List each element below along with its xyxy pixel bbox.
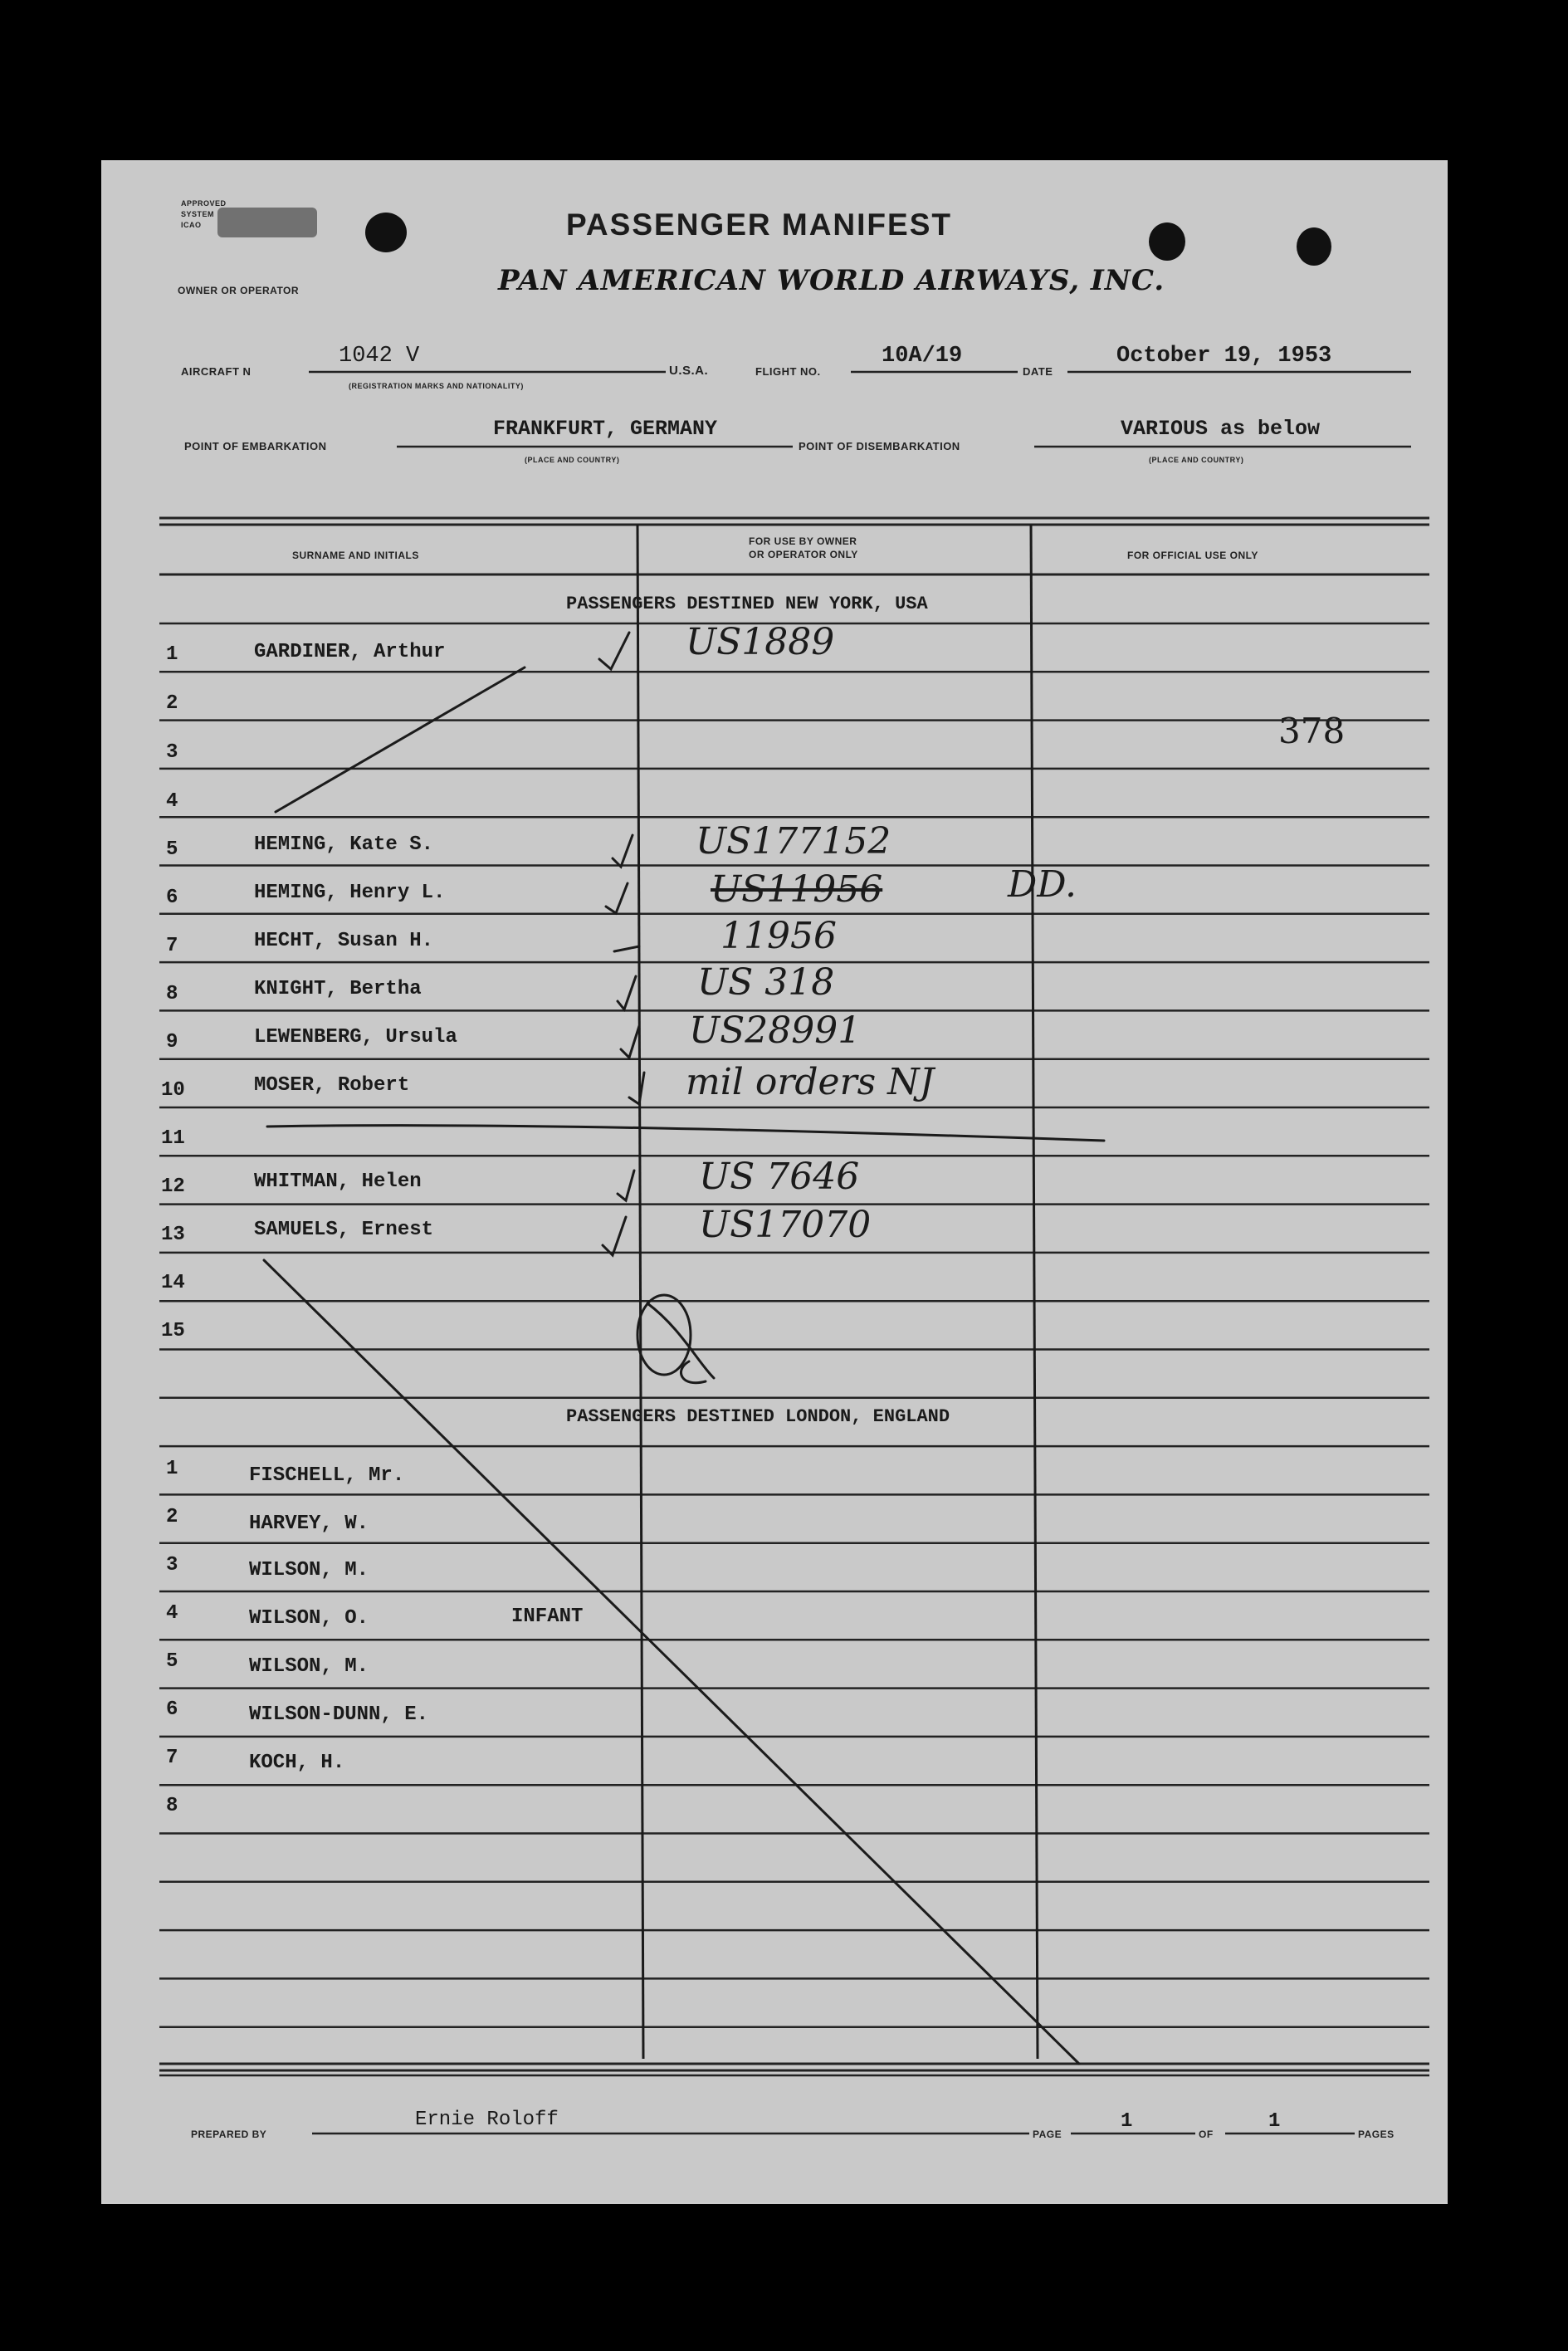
aircraft-value: 1042 V — [339, 344, 420, 369]
disembark-label: POINT OF DISEMBARKATION — [799, 440, 960, 452]
of-value: 1 — [1268, 2110, 1281, 2133]
passenger-name: GARDINER, Arthur — [254, 641, 446, 663]
handwritten-note: mil orders NJ — [686, 1061, 935, 1103]
of-label: OF — [1199, 2129, 1214, 2140]
handwritten-id: US17070 — [699, 1204, 872, 1246]
handwritten-initials — [637, 1295, 691, 1375]
prepared-value: Ernie Roloff — [415, 2109, 559, 2131]
row-number: 7 — [166, 1747, 178, 1769]
passenger-name: KOCH, H. — [249, 1752, 345, 1774]
disembark-value: VARIOUS as below — [1121, 417, 1321, 441]
passenger-name: HEMING, Kate S. — [254, 833, 434, 856]
passenger-name: HEMING, Henry L. — [254, 882, 446, 904]
embark-label: POINT OF EMBARKATION — [184, 440, 327, 452]
handwritten-id: US28991 — [689, 1009, 862, 1052]
row-number: 4 — [166, 1602, 178, 1625]
checkmark — [618, 976, 636, 1009]
checkmark — [621, 1026, 639, 1058]
checkmark — [603, 1217, 626, 1255]
page-value: 1 — [1121, 2110, 1133, 2133]
row-number: 2 — [166, 692, 178, 715]
passenger-name: WILSON, O. — [249, 1607, 369, 1630]
row-number: 5 — [166, 838, 178, 861]
date-label: DATE — [1023, 365, 1053, 378]
row-number: 1 — [166, 1458, 178, 1480]
handwritten-id: US 318 — [697, 961, 835, 1004]
handwritten-id: US 7646 — [699, 1156, 860, 1198]
handwritten-id: US177152 — [696, 820, 891, 863]
disembark-place-note: (PLACE AND COUNTRY) — [1149, 456, 1244, 464]
row-number: 5 — [166, 1650, 178, 1673]
flight-label: FLIGHT NO. — [755, 365, 821, 378]
passenger-name: WHITMAN, Helen — [254, 1171, 422, 1193]
registration-note: (REGISTRATION MARKS AND NATIONALITY) — [349, 382, 524, 390]
flight-value: 10A/19 — [882, 344, 963, 369]
row-number: 3 — [166, 741, 178, 764]
embark-place-note: (PLACE AND COUNTRY) — [525, 456, 620, 464]
column-divider-left — [637, 525, 643, 2059]
passenger-name: WILSON, M. — [249, 1559, 369, 1581]
passenger-name: MOSER, Robert — [254, 1074, 410, 1097]
handwritten-id: 11956 — [720, 915, 837, 957]
passenger-note: INFANT — [511, 1606, 584, 1628]
prepared-label: PREPARED BY — [191, 2129, 267, 2140]
column-owner-use-2: OR OPERATOR ONLY — [749, 549, 858, 560]
row-number: 12 — [161, 1176, 185, 1198]
column-official: FOR OFFICIAL USE ONLY — [1127, 550, 1258, 561]
handwritten-id: US1889 — [686, 621, 835, 663]
column-owner-use-1: FOR USE BY OWNER — [749, 535, 857, 547]
checkmark — [599, 633, 629, 669]
approved-stamp-line-3: ICAO — [181, 221, 202, 229]
row-number: 8 — [166, 983, 178, 1005]
aircraft-label: AIRCRAFT N — [181, 365, 252, 378]
passenger-name: HARVEY, W. — [249, 1513, 369, 1535]
column-divider-right — [1031, 525, 1038, 2059]
passenger-name: SAMUELS, Ernest — [254, 1219, 434, 1241]
passenger-name: LEWENBERG, Ursula — [254, 1026, 457, 1048]
checkmark — [606, 883, 628, 913]
passenger-name: KNIGHT, Bertha — [254, 978, 422, 1000]
section-new-york-heading: PASSENGERS DESTINED NEW YORK, USA — [566, 594, 928, 614]
owner-label: OWNER OR OPERATOR — [178, 285, 300, 296]
row-number: 14 — [161, 1272, 185, 1294]
row-number: 7 — [166, 935, 178, 957]
row-number: 9 — [166, 1031, 178, 1053]
slash-empty-rows-1-4 — [276, 667, 525, 812]
checkmark — [613, 835, 633, 867]
section-london-heading: PASSENGERS DESTINED LONDON, ENGLAND — [566, 1406, 950, 1427]
official-number: 378 — [1278, 711, 1346, 751]
row-number: 4 — [166, 790, 178, 813]
pages-label: PAGES — [1358, 2129, 1395, 2140]
row-number: 10 — [161, 1079, 185, 1102]
passenger-name: WILSON-DUNN, E. — [249, 1703, 429, 1726]
page-label: PAGE — [1033, 2129, 1062, 2140]
row-number: 15 — [161, 1320, 185, 1342]
handwritten-initials — [647, 1303, 714, 1383]
approved-stamp-line-1: APPROVED — [181, 199, 227, 208]
row-number: 6 — [166, 887, 178, 909]
handwritten-id: US11956 — [711, 868, 883, 911]
checkmark — [614, 946, 639, 951]
row-number: 3 — [166, 1554, 178, 1576]
strike-row-11 — [267, 1126, 1104, 1141]
date-value: October 19, 1953 — [1116, 344, 1332, 369]
passenger-name: WILSON, M. — [249, 1655, 369, 1678]
row-number: 13 — [161, 1224, 185, 1246]
row-number: 11 — [161, 1127, 185, 1150]
column-surname: SURNAME AND INITIALS — [292, 550, 419, 561]
slash-empty-rows-14 — [264, 1260, 1079, 2064]
embark-value: FRANKFURT, GERMANY — [493, 417, 718, 441]
page-title: PASSENGER MANIFEST — [566, 208, 952, 242]
row-number: 1 — [166, 643, 178, 666]
approved-stamp-line-2: SYSTEM — [181, 210, 215, 218]
checkmark — [629, 1073, 644, 1104]
usa-label: U.S.A. — [669, 364, 709, 378]
checkmark — [618, 1171, 634, 1200]
row-number: 2 — [166, 1506, 178, 1528]
airline-name: PAN AMERICAN WORLD AIRWAYS, INC. — [498, 264, 1165, 297]
row-number: 6 — [166, 1698, 178, 1721]
passenger-name: FISCHELL, Mr. — [249, 1464, 405, 1487]
dd-mark: DD. — [1008, 863, 1077, 906]
row-number: 8 — [166, 1795, 178, 1817]
passenger-name: HECHT, Susan H. — [254, 930, 434, 952]
